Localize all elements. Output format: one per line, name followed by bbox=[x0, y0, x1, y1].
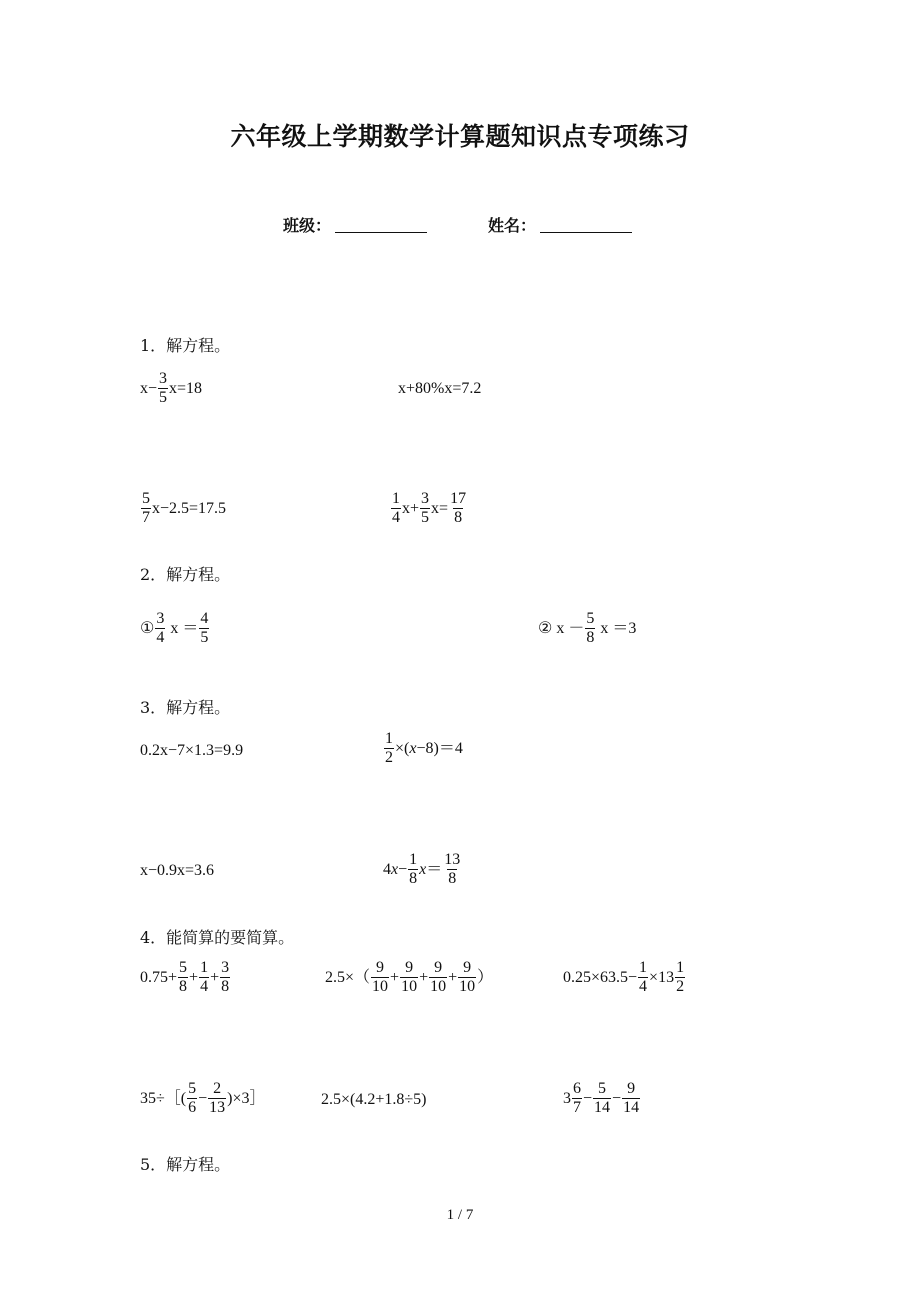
denominator: 4 bbox=[156, 629, 165, 646]
denominator: 14 bbox=[594, 1099, 611, 1116]
s1-equation-1 bbox=[140, 370, 202, 407]
numerator: 5 bbox=[142, 490, 150, 507]
section-1-heading: 1．解方程。 bbox=[140, 336, 231, 355]
expr-text: + bbox=[448, 968, 458, 986]
fraction bbox=[638, 959, 648, 996]
s4-expression-4 bbox=[140, 1080, 266, 1117]
denominator: 7 bbox=[573, 1099, 581, 1116]
denominator: 13 bbox=[209, 1099, 226, 1116]
name-blank[interactable] bbox=[540, 218, 632, 233]
expr-text: 0.75+ bbox=[140, 968, 178, 986]
denominator: 8 bbox=[454, 509, 463, 526]
fraction bbox=[408, 851, 418, 888]
s2-equation-2 bbox=[538, 610, 636, 647]
denominator: 10 bbox=[372, 978, 389, 995]
numerator: 1 bbox=[385, 730, 393, 747]
expr-text: ×( bbox=[395, 739, 410, 757]
fraction bbox=[187, 1080, 197, 1117]
s1-equation-2 bbox=[398, 381, 481, 397]
expr-text: x−2.5=17.5 bbox=[152, 499, 227, 517]
fraction bbox=[429, 959, 447, 996]
name-field bbox=[488, 218, 632, 234]
fraction bbox=[420, 490, 430, 527]
expr-text: ） bbox=[477, 968, 494, 986]
expr-text: x− bbox=[140, 379, 158, 397]
section-4-heading: 4．能简算的要简算。 bbox=[140, 928, 295, 947]
class-blank[interactable] bbox=[335, 218, 427, 233]
numerator: 9 bbox=[627, 1080, 636, 1097]
denominator: 4 bbox=[639, 978, 648, 995]
denominator: 2 bbox=[385, 749, 393, 766]
fraction bbox=[155, 610, 165, 647]
whole-number: 3 bbox=[563, 1089, 571, 1107]
page-title: 六年级上学期数学计算题知识点专项练习 bbox=[230, 122, 690, 151]
s4-expression-3 bbox=[563, 959, 686, 996]
fraction bbox=[220, 959, 230, 996]
s4-expression-6 bbox=[563, 1080, 641, 1117]
numerator: 17 bbox=[450, 490, 467, 507]
section-3-heading: 3．解方程。 bbox=[140, 698, 231, 717]
fraction bbox=[391, 490, 401, 527]
fraction bbox=[458, 959, 476, 996]
s1-equation-4 bbox=[390, 490, 468, 527]
expr-text: ×13 bbox=[649, 968, 675, 986]
fraction bbox=[443, 851, 461, 888]
fraction bbox=[622, 1080, 640, 1117]
denominator: 8 bbox=[586, 629, 595, 646]
class-label: 班级： bbox=[283, 216, 332, 235]
numerator: 4 bbox=[200, 610, 209, 627]
expr-text: + bbox=[419, 968, 429, 986]
denominator: 4 bbox=[200, 978, 209, 995]
s4-expression-2 bbox=[325, 959, 493, 996]
numerator: 3 bbox=[221, 959, 230, 976]
s3-equation-3 bbox=[140, 863, 214, 879]
fraction bbox=[400, 959, 418, 996]
expr-text: − bbox=[612, 1089, 622, 1107]
s3-equation-2 bbox=[383, 730, 463, 767]
numerator: 1 bbox=[409, 851, 418, 868]
page-number: 1 / 7 bbox=[446, 1207, 474, 1223]
fraction bbox=[199, 610, 209, 647]
expr-text: x ＝ bbox=[166, 619, 199, 637]
numerator: 1 bbox=[676, 959, 685, 976]
s1-equation-3 bbox=[140, 490, 226, 527]
fraction bbox=[178, 959, 188, 996]
denominator: 8 bbox=[221, 978, 230, 995]
s4-expression-5 bbox=[321, 1092, 426, 1108]
denominator: 8 bbox=[409, 870, 418, 887]
class-field bbox=[283, 218, 427, 234]
denominator: 5 bbox=[159, 389, 168, 406]
denominator: 8 bbox=[448, 870, 457, 887]
denominator: 14 bbox=[623, 1099, 640, 1116]
expr-text: 4 bbox=[383, 860, 391, 878]
denominator: 6 bbox=[188, 1099, 197, 1116]
numerator: 1 bbox=[639, 959, 648, 976]
name-label: 姓名： bbox=[488, 216, 537, 235]
fraction bbox=[675, 959, 685, 996]
fraction bbox=[593, 1080, 611, 1117]
fraction bbox=[158, 370, 168, 407]
expr-text: 35÷［( bbox=[140, 1089, 187, 1107]
fraction bbox=[141, 490, 151, 527]
denominator: 2 bbox=[676, 978, 685, 995]
variable-x: x bbox=[409, 739, 417, 757]
expr-text: x+80%x=7.2 bbox=[398, 380, 482, 397]
variable-x: x bbox=[391, 860, 399, 878]
denominator: 7 bbox=[142, 509, 150, 526]
fraction bbox=[572, 1080, 582, 1117]
expr-text: 2.5×(4.2+1.8÷5) bbox=[321, 1091, 427, 1108]
expr-text: − bbox=[583, 1089, 593, 1107]
numerator: 5 bbox=[179, 959, 188, 976]
fraction bbox=[384, 730, 394, 767]
expr-text: −8)＝4 bbox=[416, 739, 463, 757]
expr-text: ＝ bbox=[426, 860, 443, 878]
numerator: 1 bbox=[392, 490, 400, 507]
numerator: 3 bbox=[159, 370, 168, 387]
denominator: 10 bbox=[430, 978, 447, 995]
numerator: 9 bbox=[434, 959, 443, 976]
fraction bbox=[585, 610, 595, 647]
numerator: 5 bbox=[188, 1080, 197, 1097]
denominator: 8 bbox=[179, 978, 188, 995]
numerator: 13 bbox=[444, 851, 461, 868]
expr-text: )×3］ bbox=[227, 1089, 266, 1107]
s4-expression-1 bbox=[140, 959, 231, 996]
fraction bbox=[208, 1080, 226, 1117]
expr-text: x=18 bbox=[169, 379, 203, 397]
numerator: 3 bbox=[156, 610, 165, 627]
denominator: 10 bbox=[401, 978, 418, 995]
section-2-heading: 2．解方程。 bbox=[140, 565, 231, 584]
numerator: 1 bbox=[200, 959, 209, 976]
expr-text: ② x － bbox=[538, 619, 585, 637]
expr-text: − bbox=[398, 860, 408, 878]
expr-text: + bbox=[390, 968, 400, 986]
numerator: 5 bbox=[598, 1080, 607, 1097]
s3-equation-4 bbox=[383, 851, 462, 888]
section-5-heading: 5．解方程。 bbox=[140, 1155, 231, 1174]
numerator: 2 bbox=[213, 1080, 222, 1097]
expr-text: x ＝3 bbox=[596, 619, 637, 637]
expr-text: + bbox=[189, 968, 199, 986]
expr-text: x−0.9x=3.6 bbox=[140, 862, 215, 879]
expr-text: 0.2x−7×1.3=9.9 bbox=[140, 742, 244, 759]
s3-equation-1 bbox=[140, 743, 243, 759]
numerator: 9 bbox=[376, 959, 385, 976]
s2-equation-1 bbox=[140, 610, 210, 647]
fraction bbox=[371, 959, 389, 996]
expr-text: 2.5×（ bbox=[325, 968, 371, 986]
expr-text: x+ bbox=[402, 499, 420, 517]
expr-text: 0.25×63.5− bbox=[563, 968, 638, 986]
denominator: 5 bbox=[421, 509, 430, 526]
fraction bbox=[199, 959, 209, 996]
variable-x: x bbox=[419, 860, 427, 878]
numerator: 3 bbox=[421, 490, 430, 507]
expr-text: x= bbox=[431, 499, 449, 517]
denominator: 5 bbox=[200, 629, 209, 646]
numerator: 6 bbox=[573, 1080, 581, 1097]
numerator: 9 bbox=[405, 959, 414, 976]
numerator: 9 bbox=[463, 959, 472, 976]
denominator: 10 bbox=[459, 978, 476, 995]
fraction bbox=[449, 490, 467, 527]
expr-text: + bbox=[210, 968, 220, 986]
expr-text: − bbox=[198, 1089, 208, 1107]
denominator: 4 bbox=[392, 509, 400, 526]
expr-text: ① bbox=[140, 619, 155, 637]
numerator: 5 bbox=[586, 610, 595, 627]
